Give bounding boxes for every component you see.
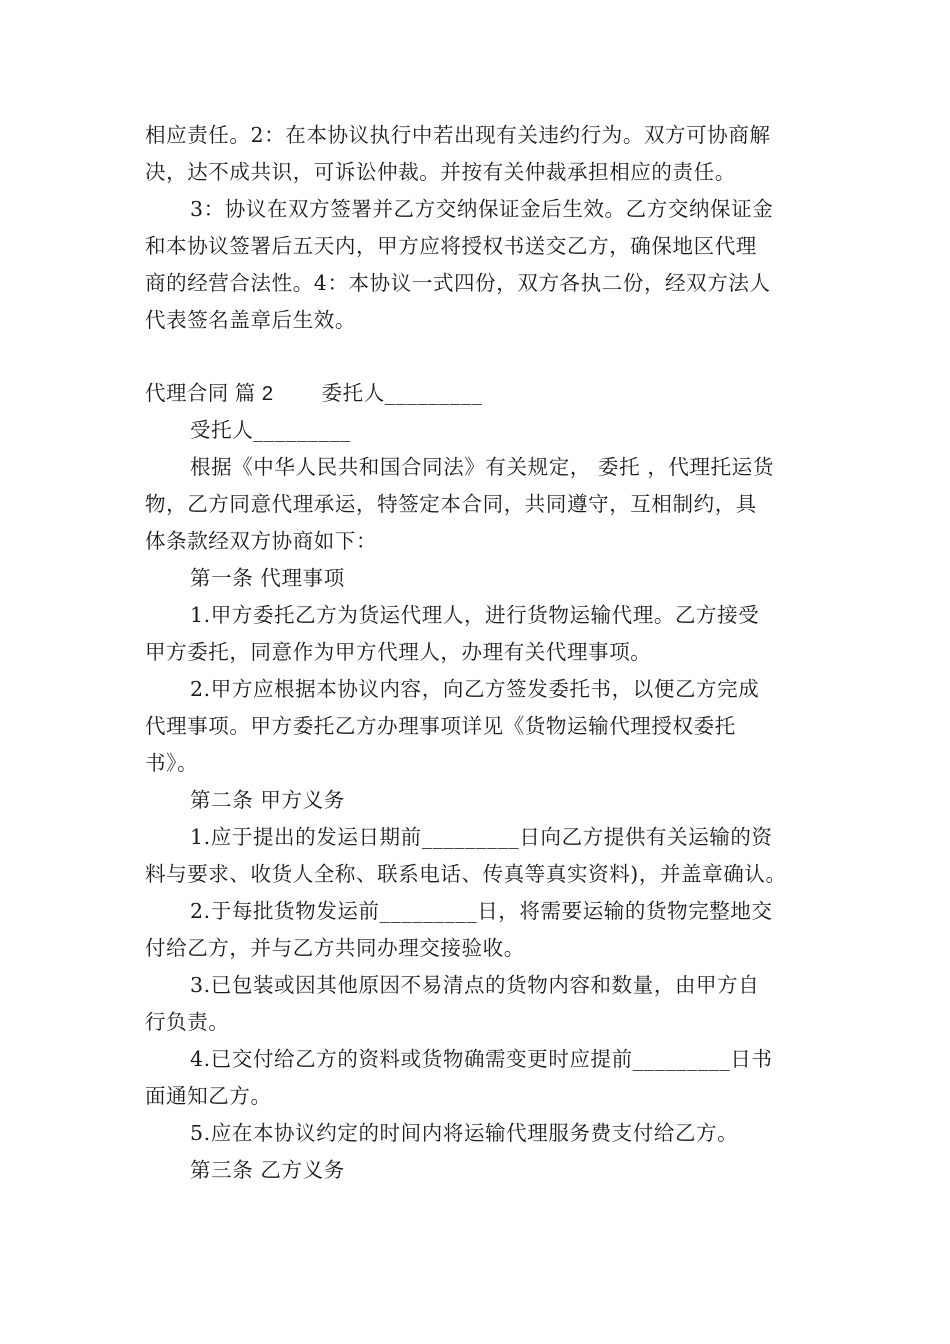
clause-line: 行负责。 <box>145 1010 230 1034</box>
principal-field: 委托人_________ <box>321 381 483 405</box>
clause-line: 1.甲方委托乙方为货运代理人，进行货物运输代理。乙方接受 <box>190 603 760 627</box>
paragraph-line: 相应责任。2：在本协议执行中若出现有关违约行为。双方可协商解 <box>145 123 771 147</box>
article-title: 第二条 甲方义务 <box>190 788 345 812</box>
contract-title: 代理合同 篇 2 <box>145 382 274 405</box>
article-title: 第三条 乙方义务 <box>190 1158 345 1182</box>
previous-section <box>145 117 813 339</box>
clause-line: 甲方委托，同意作为甲方代理人，办理有关代理事项。 <box>145 640 652 664</box>
clause-line: 5.应在本协议约定的时间内将运输代理服务费支付给乙方。 <box>190 1121 739 1145</box>
paragraph-line: 决，达不成共识，可诉讼仲裁。并按有关仲裁承担相应的责任。 <box>145 160 736 184</box>
clause-line: 面通知乙方。 <box>145 1084 272 1108</box>
clause-line: 书》。 <box>145 751 199 775</box>
article-title: 第一条 代理事项 <box>190 566 345 590</box>
clause-line: 4.已交付给乙方的资料或货物确需变更时应提前_________日书 <box>190 1047 773 1071</box>
clause-line: 付给乙方，并与乙方共同办理交接验收。 <box>145 936 525 960</box>
paragraph-line: 商的经营合法性。4：本协议一式四份，双方各执二份，经双方法人 <box>145 271 771 295</box>
intro-line: 物，乙方同意代理承运，特签定本合同，共同遵守，互相制约，具 <box>145 492 757 516</box>
clause-line: 3.已包装或因其他原因不易清点的货物内容和数量，由甲方自 <box>190 973 760 997</box>
contract-heading-line <box>145 375 813 412</box>
clause-line: 2.于每批货物发运前_________日，将需要运输的货物完整地交 <box>190 899 773 923</box>
clause-line: 1.应于提出的发运日期前_________日向乙方提供有关运输的资 <box>190 825 773 849</box>
paragraph-line: 和本协议签署后五天内，甲方应将授权书送交乙方，确保地区代理 <box>145 234 757 258</box>
contract-section <box>145 375 813 1189</box>
clause-line: 代理事项。甲方委托乙方办理事项详见《货物运输代理授权委托 <box>145 714 736 738</box>
clause-line: 2.甲方应根据本协议内容，向乙方签发委托书，以便乙方完成 <box>190 677 760 701</box>
paragraph-line: 代表签名盖章后生效。 <box>145 308 356 332</box>
paragraph-line: 3：协议在双方签署并乙方交纳保证金后生效。乙方交纳保证金 <box>190 197 774 221</box>
agent-field: 受托人_________ <box>190 418 351 442</box>
clause-line: 料与要求、收货人全称、联系电话、传真等真实资料)，并盖章确认。 <box>145 862 787 886</box>
intro-line: 根据《中华人民共和国合同法》有关规定， 委托 ，代理托运货 <box>190 455 774 479</box>
intro-line: 体条款经双方协商如下： <box>145 529 378 553</box>
